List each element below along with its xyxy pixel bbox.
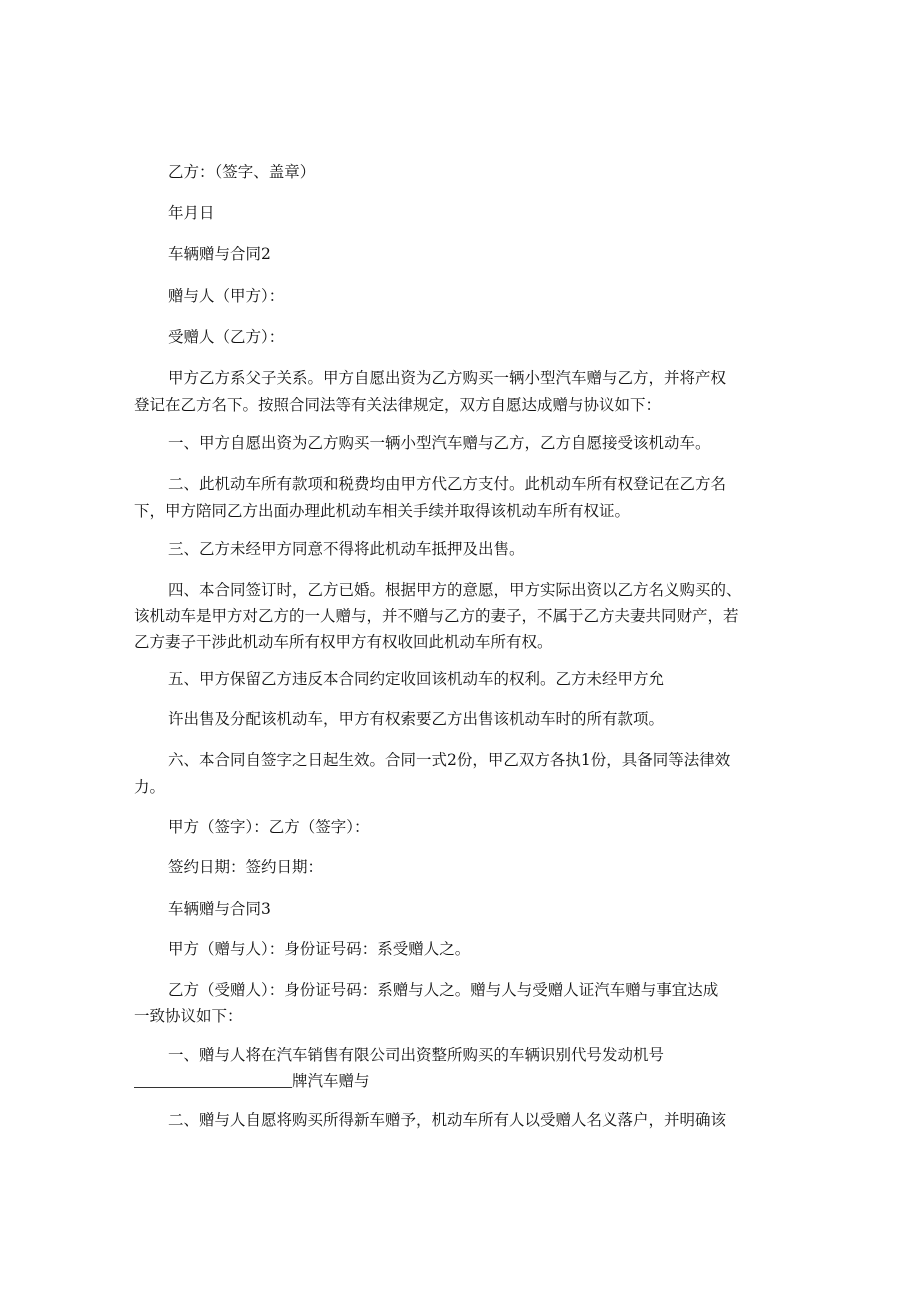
contract-3-clause-2-line-1: 二、赠与人自愿将购买所得新车赠予，机动车所有人以受赠人名义落户，并明确该 bbox=[168, 1111, 727, 1129]
clause-6-line-1: 六、本合同自签字之日起生效。合同一式2份，甲乙双方各执1份，具备同等法律效 bbox=[168, 751, 731, 769]
clause-6-line-2: 力。 bbox=[134, 778, 166, 796]
contract-3-heading: 车辆赠与合同3 bbox=[168, 900, 271, 918]
date-line: 年月日 bbox=[168, 204, 215, 222]
blank-field bbox=[134, 1071, 292, 1088]
clause-2-line-1: 二、此机动车所有款项和税费均由甲方代乙方支付。此机动车所有权登记在乙方名 bbox=[168, 475, 727, 493]
donee-line: 受赠人（乙方）： bbox=[168, 328, 285, 346]
party-a-donor-line: 甲方（赠与人）：身份证号码：系受赠人之。 bbox=[168, 940, 471, 958]
party-b-donee-line-1: 乙方（受赠人）：身份证号码：系赠与人之。赠与人与受赠人证汽车赠与事宜达成 bbox=[168, 981, 719, 999]
preamble-line-2: 登记在乙方名下。按照合同法等有关法律规定，双方自愿达成赠与协议如下： bbox=[134, 396, 662, 414]
brand-car-gift-text: 牌汽车赠与 bbox=[292, 1072, 370, 1090]
clause-4-line-3: 乙方妻子干涉此机动车所有权甲方有权收回此机动车所有权。 bbox=[134, 633, 553, 651]
preamble-line-1: 甲方乙方系父子关系。甲方自愿出资为乙方购买一辆小型汽车赠与乙方，并将产权 bbox=[168, 369, 727, 387]
clause-4-line-2: 该机动车是甲方对乙方的一人赠与，并不赠与乙方的妻子，不属于乙方夫妻共同财产，若 bbox=[134, 607, 739, 625]
contract-2-heading: 车辆赠与合同2 bbox=[168, 245, 271, 263]
clause-1: 一、甲方自愿出资为乙方购买一辆小型汽车赠与乙方，乙方自愿接受该机动车。 bbox=[168, 434, 711, 452]
clause-5-line-2: 许出售及分配该机动车，甲方有权索要乙方出售该机动车时的所有款项。 bbox=[168, 710, 665, 728]
party-b-donee-line-2: 一致协议如下： bbox=[134, 1007, 243, 1025]
contract-3-clause-1-line-2 bbox=[134, 1069, 794, 1093]
clause-5-line-1: 五、甲方保留乙方违反本合同约定收回该机动车的权利。乙方未经甲方允 bbox=[168, 670, 665, 688]
clause-3: 三、乙方未经甲方同意不得将此机动车抵押及出售。 bbox=[168, 540, 525, 558]
contract-3-clause-1-line-1: 一、赠与人将在汽车销售有限公司出资整所购买的车辆识别代号发动机号 bbox=[168, 1046, 665, 1064]
signing-date-line: 签约日期：签约日期： bbox=[168, 858, 324, 876]
signature-line: 甲方（签字）：乙方（签字）： bbox=[168, 818, 370, 836]
party-b-signature-line: 乙方：（签字、盖章） bbox=[168, 163, 316, 181]
clause-2-line-2: 下，甲方陪同乙方出面办理此机动车相关手续并取得该机动车所有权证。 bbox=[134, 502, 631, 520]
donor-line: 赠与人（甲方）： bbox=[168, 287, 285, 305]
clause-4-line-1: 四、本合同签订时，乙方已婚。根据甲方的意愿，甲方实际出资以乙方名义购买的、 bbox=[168, 581, 742, 599]
